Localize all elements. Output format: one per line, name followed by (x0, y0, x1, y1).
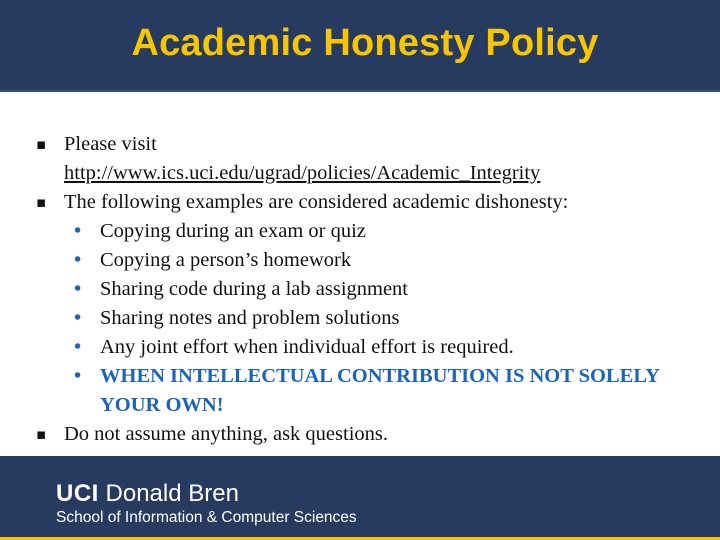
sub-bullet-item (36, 333, 676, 362)
slide-title: Academic Honesty Policy (131, 22, 599, 64)
bullet-item-visit (36, 130, 676, 188)
sub-bullet-text: Sharing code during a lab assignment (100, 278, 409, 300)
dot-bullet-icon: • (74, 220, 82, 242)
sub-bullet-text: Sharing notes and problem solutions (100, 307, 400, 329)
bullet-list (36, 130, 676, 449)
sub-bullet-item (36, 246, 676, 275)
dot-bullet-icon: • (74, 307, 82, 329)
bullet-item-examples (36, 188, 676, 217)
uci-donald-bren-logo (56, 480, 239, 508)
sub-bullet-item (36, 275, 676, 304)
sub-bullet-text: Any joint effort when individual effort is required. (100, 336, 514, 358)
square-bullet-icon: ▪ (36, 193, 47, 211)
header-divider (0, 90, 720, 92)
sub-bullet-item (36, 304, 676, 333)
dot-bullet-icon: • (74, 278, 82, 300)
logo-uci-text: UCI (56, 480, 99, 507)
sub-bullet-item (36, 217, 676, 246)
academic-integrity-link[interactable]: http://www.ics.uci.edu/ugrad/policies/Academic_Integrity (64, 162, 541, 184)
dot-bullet-icon: • (74, 365, 82, 387)
logo-name-text: Donald Bren (105, 480, 239, 507)
logo-school-text: School of Information & Computer Sciences (56, 509, 357, 526)
dot-bullet-icon: • (74, 336, 82, 358)
dot-bullet-icon: • (74, 249, 82, 271)
square-bullet-icon: ▪ (36, 135, 47, 153)
square-bullet-icon: ▪ (36, 425, 47, 443)
bullet-text-ask: Do not assume anything, ask questions. (64, 423, 388, 445)
bullet-text-examples: The following examples are considered academic dishonesty: (64, 191, 569, 213)
bullet-text-visit: Please visit (64, 133, 157, 155)
sub-bullet-text: Copying a person’s homework (100, 249, 352, 271)
title-bar (0, 0, 720, 90)
bullet-item-ask (36, 420, 676, 449)
sub-bullet-item-emphasis (36, 362, 676, 420)
sub-bullet-text: Copying during an exam or quiz (100, 220, 366, 242)
sub-bullet-text-emphasis: WHEN INTELLECTUAL CONTRIBUTION IS NOT SOLELY YOUR OWN! (100, 365, 660, 416)
